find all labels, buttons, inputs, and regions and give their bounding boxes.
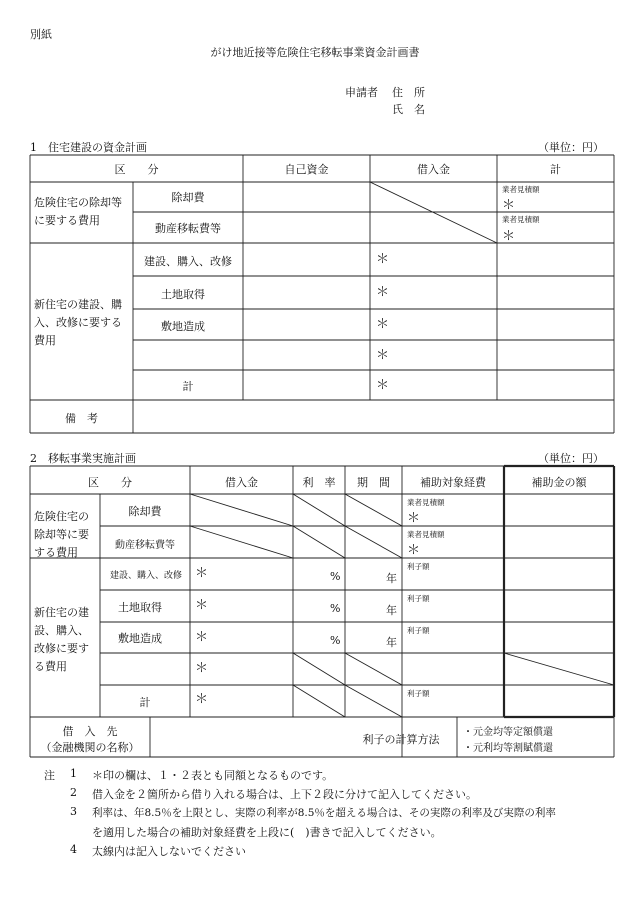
s2-item-demolition: 除却費 — [128, 505, 162, 518]
s2-rate-percent: % — [330, 602, 341, 615]
s2-item-land: 土地取得 — [118, 601, 162, 614]
s1-estimate-label: 業者見積額 — [502, 185, 540, 194]
notes-label: 注 — [44, 769, 55, 782]
s2-group2-label: 新住宅の建設、購入、改修に要する費用 — [34, 606, 89, 673]
s2-loan-star: ＊ — [195, 598, 209, 613]
s1-group1-label: 危険住宅の除却等に要する費用 — [34, 196, 122, 227]
page-title: がけ地近接等危険住宅移転事業資金計画書 — [210, 46, 420, 59]
s1-item-build: 建設、購入、改修 — [144, 255, 232, 268]
s2-header-period: 期 間 — [357, 476, 390, 489]
s1-item-moving: 動産移転費等 — [155, 222, 221, 235]
s2-header-category: 区 分 — [88, 476, 132, 489]
note-text: 太線内は記入しないでください — [92, 845, 246, 858]
note-number: 3 — [70, 805, 77, 818]
s2-interest-label: 利子額 — [407, 594, 430, 603]
s2-loan-star: ＊ — [195, 661, 209, 676]
s1-header-loan: 借入金 — [417, 163, 450, 176]
s2-calc-method-option: ・元利均等割賦償還 — [463, 743, 553, 754]
note-number: 4 — [70, 843, 77, 856]
s2-calc-method-label: 利子の計算方法 — [362, 733, 440, 746]
section2-heading: 2 移転事業実施計画 — [30, 452, 136, 465]
s2-lender-label: 借 入 先 — [62, 725, 118, 738]
section2-unit: （単位：円） — [538, 452, 604, 465]
s1-loan-star: ＊ — [376, 317, 390, 332]
s1-remarks-label: 備 考 — [65, 412, 98, 425]
s2-header-loan: 借入金 — [225, 476, 258, 489]
note-text-continued: を適用した場合の補助対象経費を上段に( )書きで記入してください。 — [92, 826, 442, 839]
note-text: 利率は、年8.5％を上限とし、実際の利率が8.5％を超える場合は、その実際の利率及び実際の利率 — [92, 807, 556, 819]
s1-loan-star: ＊ — [376, 285, 390, 300]
s2-calc-method-option: ・元金均等定額償還 — [463, 727, 553, 738]
attachment-label: 別紙 — [30, 28, 52, 41]
s1-loan-star: ＊ — [376, 348, 390, 363]
section1-unit: （単位：円） — [538, 141, 604, 154]
s2-estimate-label: 業者見積額 — [407, 498, 445, 507]
s2-rate-percent: % — [330, 570, 341, 583]
s2-lender-sublabel: （金融機関の名称） — [40, 741, 140, 754]
s2-loan-star: ＊ — [195, 630, 209, 645]
s2-loan-star: ＊ — [195, 692, 209, 707]
s2-header-subsidy: 補助金の額 — [531, 476, 587, 489]
s2-item-total: 計 — [139, 696, 151, 709]
s2-loan-star: ＊ — [195, 566, 209, 581]
s2-interest-label: 利子額 — [407, 626, 430, 635]
s1-estimate-label: 業者見積額 — [502, 215, 540, 224]
s1-estimate-star: ＊ — [502, 229, 516, 244]
note-number: 1 — [70, 767, 77, 780]
s1-item-land: 土地取得 — [161, 288, 205, 301]
s1-loan-star: ＊ — [376, 252, 390, 267]
s2-estimate-star: ＊ — [407, 543, 421, 558]
s2-item-build: 建設、購入、改修 — [109, 571, 182, 581]
s2-interest-label: 利子額 — [407, 689, 430, 698]
s2-period-year: 年 — [386, 604, 397, 617]
s2-item-moving: 動産移転費等 — [115, 540, 175, 551]
s1-estimate-star: ＊ — [502, 198, 516, 213]
s2-rate-percent: % — [330, 634, 341, 647]
s1-group2-label: 新住宅の建設、購入、改修に要する費用 — [34, 298, 122, 347]
applicant-label: 申請者 — [345, 86, 378, 99]
note-text: 借入金を２箇所から借り入れる場合は、上下２段に分けて記入してください。 — [92, 788, 477, 801]
s1-item-site: 敷地造成 — [161, 320, 205, 333]
s2-period-year: 年 — [386, 636, 397, 649]
s2-estimate-star: ＊ — [407, 511, 421, 526]
name-label: 氏 名 — [392, 103, 425, 116]
s1-header-total: 計 — [550, 163, 561, 176]
s1-item-total: 計 — [182, 380, 194, 393]
s1-loan-star: ＊ — [376, 378, 390, 393]
address-label: 住 所 — [392, 86, 425, 99]
s2-header-rate: 利 率 — [302, 476, 336, 489]
s2-item-site: 敷地造成 — [118, 632, 162, 645]
s2-interest-label: 利子額 — [407, 562, 430, 571]
s2-period-year: 年 — [386, 572, 397, 585]
note-text: ＊印の欄は、１・２表とも同額となるものです。 — [92, 769, 334, 782]
s2-group1-label: 危険住宅の除却等に要する費用 — [34, 510, 89, 559]
s1-header-own-funds: 自己資金 — [284, 163, 329, 176]
s1-item-demolition: 除却費 — [171, 191, 205, 204]
note-number: 2 — [70, 786, 77, 799]
section1-heading: 1 住宅建設の資金計画 — [30, 141, 147, 154]
s2-header-eligible-cost: 補助対象経費 — [420, 476, 486, 489]
s1-header-category: 区 分 — [114, 163, 159, 176]
s2-estimate-label: 業者見積額 — [407, 530, 445, 539]
